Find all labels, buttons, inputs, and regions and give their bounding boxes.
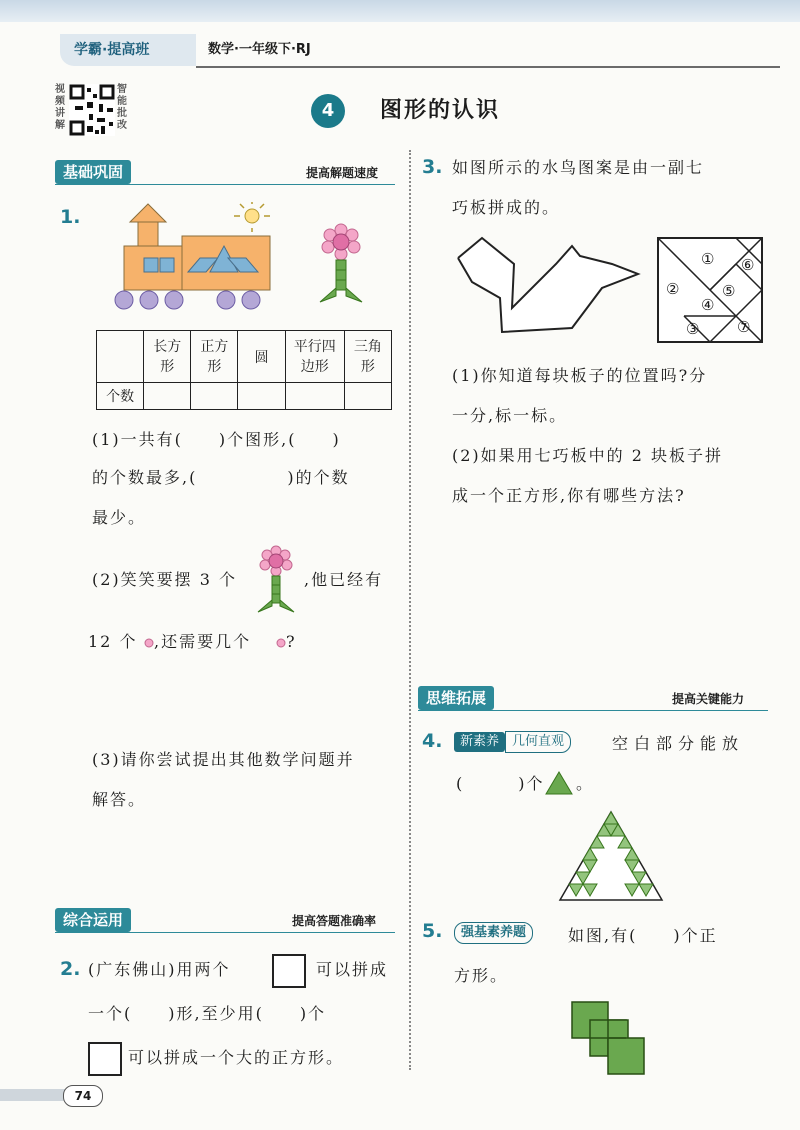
- water-bird-outline: [452, 228, 642, 338]
- q3-text-a: 如图所示的水鸟图案是由一副七: [452, 158, 705, 177]
- section-basic-subtitle: 提高解题速度: [306, 166, 379, 180]
- triangle-puzzle: [556, 808, 666, 904]
- section-basic-label: 基础巩固: [55, 160, 131, 184]
- q4-text-b: ( )个: [456, 774, 545, 793]
- q5-text-a: 如图,有( )个正: [568, 926, 718, 945]
- tangram-piece-label: ③: [686, 320, 700, 338]
- table-header-cell: 长方 形: [144, 331, 191, 383]
- petal-icon: [144, 638, 154, 648]
- shape-count-table: [96, 330, 392, 410]
- q4-tags: [454, 730, 571, 753]
- tangram-piece-label: ⑥: [741, 256, 755, 274]
- q3-part1-line2: 一分,标一标。: [452, 406, 568, 425]
- section-thinking-subtitle: 提高关键能力: [672, 692, 745, 706]
- q1-part2-text-d: ,还需要几个: [154, 632, 252, 651]
- q1-part1-line3: 最少。: [92, 508, 147, 527]
- table-header-cell: 平行四 边形: [285, 331, 344, 383]
- section-applied-rule: [55, 932, 395, 933]
- q4-text-a: 空白部分能放: [612, 734, 745, 753]
- table-answer-cell[interactable]: [285, 383, 344, 410]
- table-header-cell: [97, 331, 144, 383]
- table-header-cell: 正方 形: [191, 331, 238, 383]
- section-thinking-rule: [418, 710, 768, 711]
- q3-part2-line2: 成一个正方形,你有哪些方法?: [452, 486, 686, 505]
- q3-part1-line1: (1)你知道每块板子的位置吗?分: [452, 366, 708, 385]
- table-answer-cell[interactable]: [191, 383, 238, 410]
- section-thinking-label: 思维拓展: [418, 686, 494, 710]
- column-divider: [409, 150, 411, 1070]
- tangram-piece-label: ⑤: [722, 282, 736, 300]
- tangram-piece-label: ⑦: [737, 318, 751, 336]
- train-picture: [108, 202, 278, 312]
- table-answer-cell[interactable]: [344, 383, 391, 410]
- tangram-piece-label: ②: [666, 280, 680, 298]
- q3-part2-line1: (2)如果用七巧板中的 2 块板子拼: [452, 446, 724, 465]
- q1-part2-text-b: ,他已经有: [304, 570, 384, 589]
- tag-foundation: 强基素养题: [454, 922, 533, 944]
- question-3-number: 3.: [422, 156, 443, 178]
- q2-text-a: (广东佛山)用两个: [88, 960, 231, 979]
- overlapping-squares: [570, 1000, 650, 1076]
- q2-text-d: 可以拼成一个大的正方形。: [128, 1048, 345, 1067]
- section-applied-label: 综合运用: [55, 908, 131, 932]
- tangram-piece-label: ①: [701, 250, 715, 268]
- table-answer-cell[interactable]: [238, 383, 285, 410]
- unit-title: 图形的认识: [380, 98, 501, 123]
- section-basic-rule: [55, 184, 395, 185]
- q1-part2-text-e: ?: [286, 632, 297, 651]
- q1-part1-line2: 的个数最多,( )的个数: [92, 468, 350, 487]
- unit-number-badge: 4: [311, 94, 345, 128]
- section-applied-subtitle: 提高答题准确率: [292, 914, 377, 928]
- petal-icon: [276, 638, 286, 648]
- question-1-number: 1.: [60, 206, 81, 228]
- q1-part3-line2: 解答。: [92, 790, 147, 809]
- tangram-piece-label: ④: [701, 296, 715, 314]
- square-icon: [88, 1042, 122, 1076]
- qr-right-label: 智能批改: [117, 84, 127, 131]
- qr-block[interactable]: [55, 82, 125, 138]
- square-icon: [272, 954, 306, 988]
- question-4-number: 4.: [422, 730, 443, 752]
- q2-text-c: 一个( )形,至少用( )个: [88, 1004, 327, 1023]
- series-label: 学霸·提高班: [60, 34, 196, 66]
- q2-text-b: 可以拼成: [316, 960, 389, 979]
- q3-text-b: 巧板拼成的。: [452, 198, 561, 217]
- q1-part2-text-c: 12 个: [88, 632, 138, 651]
- table-answer-cell[interactable]: [144, 383, 191, 410]
- subject-label: 数学·一年级下·RJ: [208, 42, 311, 57]
- q5-text-b: 方形。: [454, 966, 509, 985]
- qr-left-label: 视频讲解: [55, 84, 65, 131]
- flower-picture: [316, 222, 366, 304]
- tag-geometry: 几何直观: [505, 731, 571, 753]
- qr-code-icon[interactable]: [69, 84, 115, 136]
- table-header-cell: 三角 形: [344, 331, 391, 383]
- tag-new-literacy: 新素养: [454, 732, 505, 752]
- header-rule: [196, 66, 780, 68]
- table-row-label: 个数: [97, 383, 144, 410]
- table-header-cell: 圆: [238, 331, 285, 383]
- q1-part3-line1: (3)请你尝试提出其他数学问题并: [92, 750, 355, 769]
- triangle-icon: [544, 770, 574, 796]
- flower-icon: [254, 544, 298, 614]
- question-5-number: 5.: [422, 920, 443, 942]
- q4-text-c: 。: [576, 774, 595, 793]
- top-band: [0, 0, 800, 22]
- page-number: 74: [63, 1085, 103, 1107]
- q1-part1-line1: (1)一共有( )个图形,( ): [92, 430, 341, 449]
- question-2-number: 2.: [60, 958, 81, 980]
- page-number-bar: [0, 1089, 66, 1101]
- q1-part2-text-a: (2)笑笑要摆 3 个: [92, 570, 238, 589]
